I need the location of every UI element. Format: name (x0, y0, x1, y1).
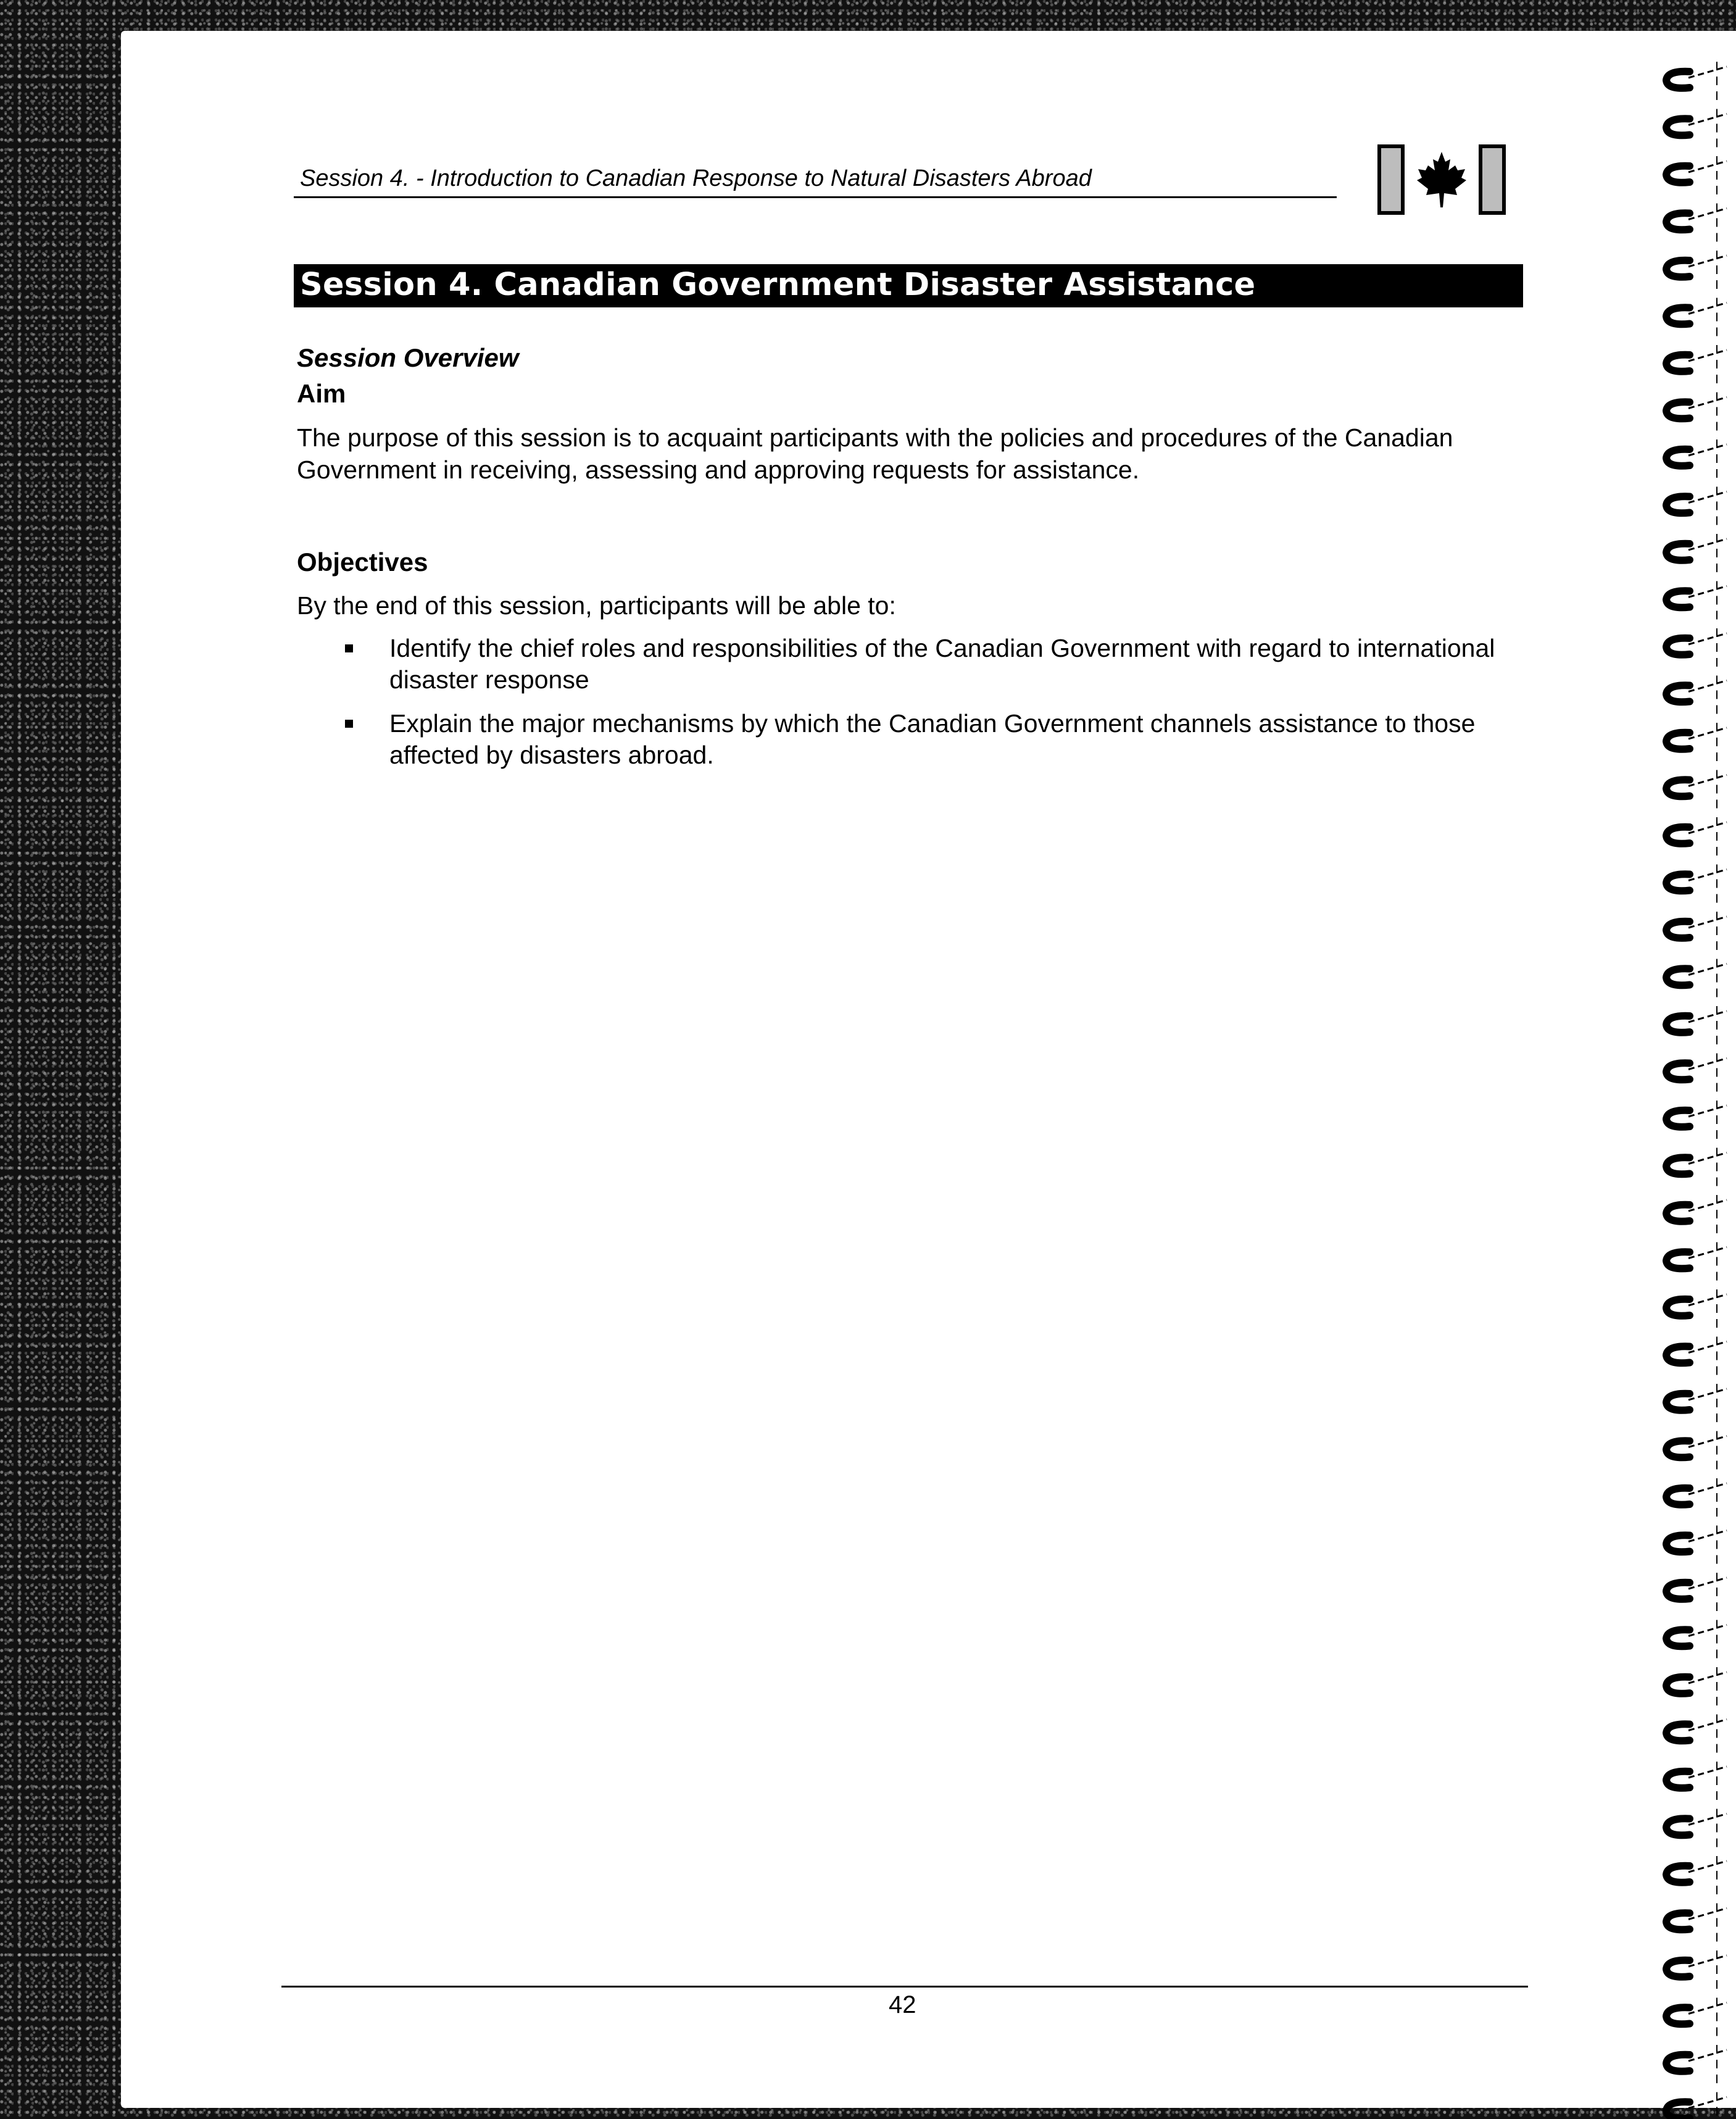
list-item-text: Explain the major mechanisms by which the Canadian Government channels assistance to those affected by disasters abroad. (389, 709, 1476, 769)
session-overview-heading: Session Overview (297, 343, 519, 372)
list-item (297, 708, 1531, 771)
page-number: 42 (889, 1991, 916, 2018)
binding-coil (1666, 1195, 1727, 1238)
binding-coil (1666, 1148, 1727, 1191)
header-rule (294, 196, 1337, 198)
binding-coil (1666, 487, 1727, 530)
binding-coil (1666, 1243, 1727, 1286)
bullet-icon (345, 720, 353, 728)
binding-coil (1666, 581, 1727, 625)
binding-coil (1666, 1809, 1727, 1852)
binding-coil (1666, 912, 1727, 955)
aim-heading: Aim (297, 379, 346, 408)
running-header: Session 4. - Introduction to Canadian Response to Natural Disasters Abroad (300, 165, 1092, 191)
binding-coil (1666, 1006, 1727, 1049)
binding-coil (1666, 1478, 1727, 1522)
binding-coil (1666, 628, 1727, 672)
binding-coil (1666, 2092, 1727, 2119)
spiral-binding (1654, 49, 1736, 2119)
binding-coil (1666, 1620, 1727, 1663)
binding-coil (1666, 156, 1727, 199)
binding-coil (1666, 1289, 1727, 1333)
bullet-icon (345, 644, 353, 652)
binding-coil (1666, 817, 1727, 860)
binding-coil (1666, 251, 1727, 294)
binding-coil (1666, 1573, 1727, 1616)
binding-coil (1666, 534, 1727, 577)
canadian-flag-icon (1376, 143, 1507, 216)
objectives-heading: Objectives (297, 547, 428, 577)
binding-coil (1666, 439, 1727, 483)
binding-coil (1666, 770, 1727, 814)
binding-coil (1666, 1998, 1727, 2041)
binding-coil (1666, 959, 1727, 1002)
document-page (121, 31, 1736, 2108)
binding-coil (1666, 109, 1727, 152)
binding-coil (1666, 1950, 1727, 1994)
list-item (297, 633, 1531, 696)
binding-coil (1666, 1715, 1727, 1758)
binding-coil (1666, 1904, 1727, 1947)
objectives-list (297, 633, 1531, 783)
binding-coil (1666, 1431, 1727, 1475)
binding-coil (1666, 2045, 1727, 2088)
binding-coil (1666, 865, 1727, 908)
binding-coil (1666, 298, 1727, 341)
binding-coil (1666, 1526, 1727, 1569)
binding-coil (1666, 393, 1727, 436)
binding-coil (1666, 1667, 1727, 1710)
binding-coil (1666, 1337, 1727, 1380)
binding-coil (1666, 676, 1727, 719)
binding-coil (1666, 1384, 1727, 1427)
session-title: Session 4. Canadian Government Disaster Assistance (300, 267, 1256, 303)
binding-coil (1666, 345, 1727, 388)
aim-paragraph: The purpose of this session is to acquaint participants with the policies and procedures of the Canadian Government in receiving, assessing and approving requests for assistance. (297, 423, 1453, 484)
binding-coil (1666, 1856, 1727, 1899)
objectives-intro: By the end of this session, participants will be able to: (297, 591, 896, 620)
binding-coil (1666, 62, 1727, 105)
binding-coil (1666, 723, 1727, 766)
footer-rule (281, 1986, 1528, 1988)
binding-coil (1666, 204, 1727, 247)
list-item-text: Identify the chief roles and responsibilities of the Canadian Government with regard to international disaster response (389, 634, 1495, 694)
binding-coil (1666, 1101, 1727, 1144)
session-title-bar (294, 264, 1523, 307)
binding-coil (1666, 1054, 1727, 1097)
binding-coil (1666, 1762, 1727, 1805)
